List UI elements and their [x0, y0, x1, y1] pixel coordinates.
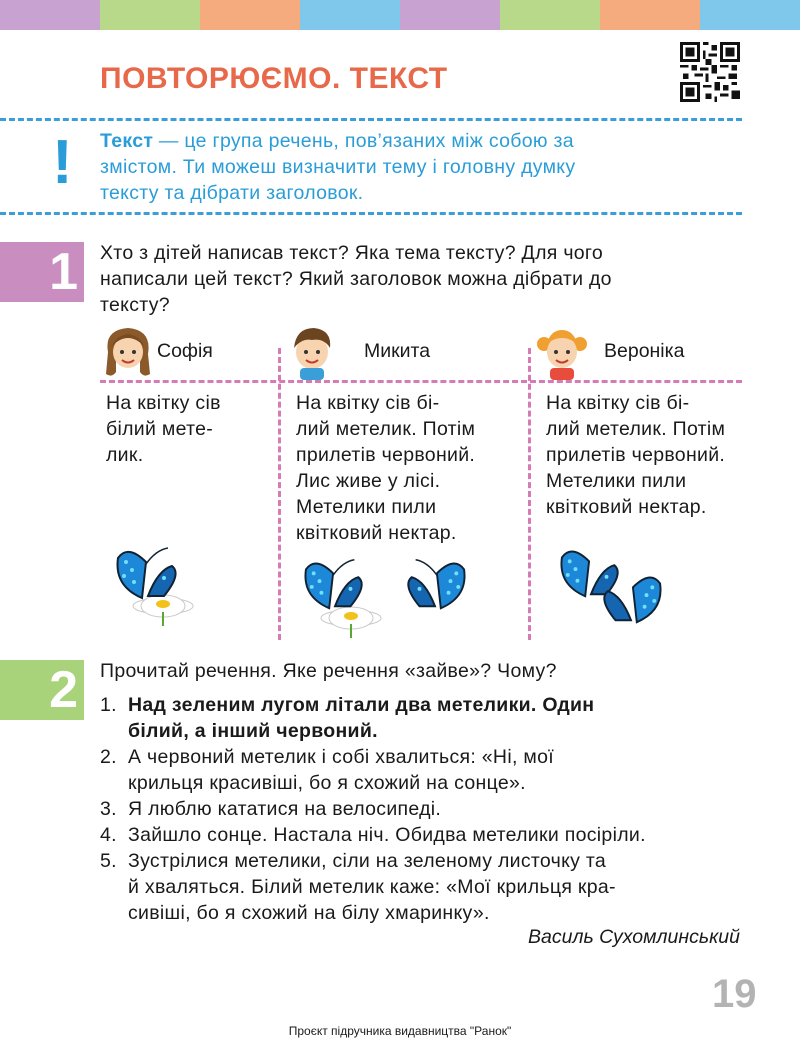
item-line: сивіші, бо я схожий на білу хмаринку».: [128, 902, 490, 924]
blue-butterfly-icon: [300, 552, 370, 614]
item-line: А червоний метелик і собі хвалиться: «Ні, мої: [128, 746, 554, 768]
page-title: ПОВТОРЮЄМО. ТЕКСТ: [100, 62, 448, 95]
item-number: 2.: [100, 746, 117, 768]
item-number: 1.: [100, 694, 117, 716]
color-segment: [100, 0, 200, 30]
rule-bottom-divider: [0, 212, 742, 215]
item-number: 5.: [100, 850, 117, 872]
task-number-badge: 1: [0, 242, 84, 302]
table-header-divider: [100, 380, 742, 383]
item-line: Зайшло сонце. Настала ніч. Обидва метелики посіріли.: [128, 824, 646, 846]
text-line: лик.: [106, 444, 144, 466]
item-number: 4.: [100, 824, 117, 846]
qr-code-icon[interactable]: [680, 42, 740, 102]
blue-butterfly-icon: [400, 552, 470, 614]
text-line: квітковий нектар.: [296, 522, 457, 544]
text-line: квітковий нектар.: [546, 496, 707, 518]
color-segment: [600, 0, 700, 30]
item-line: Над зеленим лугом літали два метелики. Один: [128, 694, 595, 716]
child-name-mykyta: Микита: [364, 340, 431, 362]
text-line: Лис живе у лісі.: [296, 470, 441, 492]
text-line: прилетів червоний.: [546, 444, 726, 466]
exclamation-icon: !: [52, 128, 73, 197]
blue-butterfly-icon: [596, 566, 666, 628]
task-number-badge: 2: [0, 660, 84, 720]
child-name-sofia: Софія: [157, 340, 213, 362]
item-line: крильця красивіші, бо я схожий на сонце».: [128, 772, 526, 794]
text-line: білий мете-: [106, 418, 214, 440]
blue-butterfly-icon: [112, 540, 184, 604]
color-segment: [300, 0, 400, 30]
color-segment: [200, 0, 300, 30]
column-divider: [278, 348, 281, 640]
rule-line: змістом. Ти можеш визначити тему і головну думку: [100, 156, 576, 178]
item-line: білий, а інший червоний.: [128, 720, 378, 742]
question-line: тексту?: [100, 294, 170, 316]
text-line: Метелики пили: [546, 470, 687, 492]
girl-avatar-icon: [100, 322, 156, 380]
list-item: [100, 796, 760, 822]
boy-avatar-icon: [284, 322, 340, 380]
list-item: [100, 848, 760, 926]
rule-line: — це група речень, пов’язаних між собою за: [153, 130, 574, 152]
footer-note: Проєкт підручника видавництва "Ранок": [288, 1024, 512, 1038]
item-line: Зустрілися метелики, сіли на зеленому листочку та: [128, 850, 607, 872]
page-number: 19: [712, 972, 757, 1016]
color-segment: [0, 0, 100, 30]
child-name-veronika: Вероніка: [604, 340, 685, 362]
girl-avatar-icon: [534, 322, 590, 380]
list-item: [100, 692, 760, 744]
question-line: Хто з дітей написав текст? Яка тема тексту? Для чого: [100, 242, 604, 264]
question-line: написали цей текст? Який заголовок можна дібрати до: [100, 268, 612, 290]
text-line: На квітку сів: [106, 392, 221, 414]
text-variant-sofia: [106, 390, 221, 468]
text-line: Метелики пили: [296, 496, 437, 518]
text-line: На квітку сів бі-: [296, 392, 440, 414]
column-divider: [528, 348, 531, 640]
top-color-bar: [0, 0, 800, 30]
rule-term: Текст: [100, 130, 154, 152]
text-line: прилетів червоний.: [296, 444, 476, 466]
item-line: й хваляться. Білий метелик каже: «Мої крильця кра-: [128, 876, 616, 898]
color-segment: [700, 0, 800, 30]
author-signature: Василь Сухомлинський: [528, 926, 740, 948]
item-number: 3.: [100, 798, 117, 820]
rule-line: тексту та дібрати заголовок.: [100, 182, 364, 204]
text-variant-mykyta: [296, 390, 475, 546]
task2-prompt: Прочитай речення. Яке речення «зайве»? Чому?: [100, 660, 557, 682]
color-segment: [500, 0, 600, 30]
task1-question: [100, 240, 740, 318]
rule-definition: [100, 128, 720, 206]
list-item: [100, 822, 760, 848]
rule-top-divider: [0, 118, 742, 121]
sentence-list: [100, 692, 760, 926]
text-line: лий метелик. Потім: [546, 418, 726, 440]
text-variant-veronika: [546, 390, 725, 520]
color-segment: [400, 0, 500, 30]
text-line: На квітку сів бі-: [546, 392, 690, 414]
item-line: Я люблю кататися на велосипеді.: [128, 798, 442, 820]
text-line: лий метелик. Потім: [296, 418, 476, 440]
list-item: [100, 744, 760, 796]
